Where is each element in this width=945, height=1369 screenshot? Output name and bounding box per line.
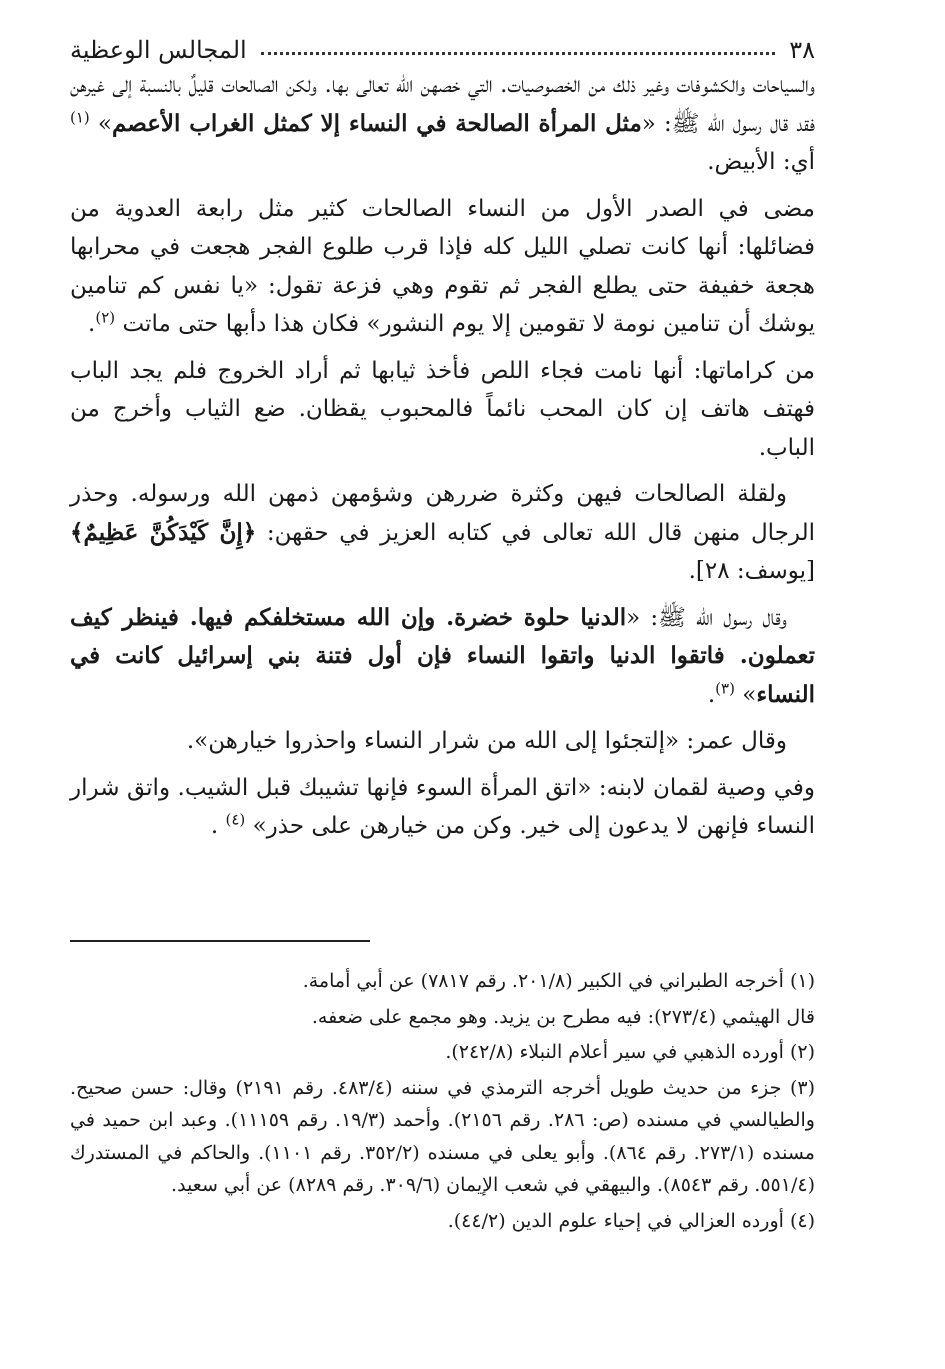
running-title: المجالس الوعظية [70,36,247,64]
paragraph-4 [70,475,815,591]
text: » [734,681,757,708]
paragraph-6 [70,722,815,761]
paragraph-2 [70,190,815,344]
footnote-ref-4[interactable]: (٤) [225,810,246,829]
text: مضى في الصدر الأول من النساء الصالحات كثير مثل رابعة العدوية من فضائلها: أنها كانت تصلي الليل كله فإذا قرب طلوع الفجر هجعت في محرابها هجعة خفيفة حتى يطلع الفجر ثم تقوم وهي فزعة تقول: «يا نفس كم تنامين يوشك أن تنامين نومة لا تقومين إلا يوم النشور» فكان هذا دأبها حتى ماتت [70,195,815,337]
text: [يوسف: ٢٨]. [688,558,815,584]
header-dotted-leader [261,52,776,55]
text: أي: الأبيض. [707,149,815,175]
footnote-separator [70,940,370,942]
paragraph-1 [70,66,815,182]
footnote-1: (١) أخرجه الطبراني في الكبير (٢٠١/٨. رقم ٧٨١٧) عن أبي أمامة. [302,970,815,992]
footnotes [70,965,815,1240]
text: . [707,681,716,708]
footnote-ref-3[interactable]: (٣) [715,678,735,697]
paragraph-3 [70,352,815,468]
footnote-ref-2[interactable]: (٢) [95,308,116,327]
text: والسياحات والكشوفات وغير ذلك من الخصوصيات. التي خصهن الله تعالى بها. ولكن الصالحات قليلٌ بالنسبة إلى غيرهن فقد قال رسول الله ﷺ: « [70,72,815,137]
footnote-2: (٢) أورده الذهبي في سير أعلام النبلاء (٢٤٢/٨). [445,1041,815,1063]
text: من كراماتها: أنها نامت فجاء اللص فأخذ ثيابها ثم أراد الخروج فلم يجد الباب فهتف هاتف إن كان المحب نائماً فالمحبوب يقظان. ضع الثياب وأخرج من الباب. [70,357,815,461]
running-header [70,28,815,64]
quran-verse: ﴿إِنَّ كَيْدَكُنَّ عَظِيمٌ﴾ [70,518,257,546]
footnote-1-note: قال الهيثمي (٢٧٣/٤): فيه مطرح بن يزيد. وهو مجمع على ضعفه. [311,1005,815,1028]
text: . [210,813,226,839]
footnote-ref-1[interactable]: (١) [70,107,90,126]
page-number: ٣٨ [789,36,815,64]
text: وفي وصية لقمان لابنه: «اتق المرأة السوء فإنها تشيبك قبل الشيب. واتق شرار النساء فإنهن لا يدعون إلى خير. وكن من خيارهن على حذر» [70,774,815,839]
main-text [70,66,815,846]
page [70,28,815,854]
text: . [88,311,96,337]
text: وقال رسول الله ﷺ: « [626,604,787,631]
hadith-bold: مثل المرأة الصالحة في النساء إلا كمثل الغراب الأعصم [111,109,642,137]
paragraph-7 [70,769,815,846]
paragraph-5 [70,599,815,715]
footnote-3: (٣) جزء من حديث طويل أخرجه الترمذي في سننه (٤٨٣/٤. رقم ٢١٩١) وقال: حسن صحيح. والطيالسي في مسنده (ص: ٢٨٦. رقم ٢١٥٦). وأحمد (١٩/٣. رقم ١١١٥٩). وعبد ابن حميد في مسنده (٢٧٣/١. رقم ٨٦٤). وأبو يعلى في مسنده (٣٥٢/٢. رقم ١١٠١). والحاكم في المستدرك (٥٥١/٤. رقم ٨٥٤٣). والبيهقي في شعب الإيمان (٣٠٩/٦. رقم ٨٢٨٩) عن أبي سعيد. [70,1076,815,1196]
footnote-4: (٤) أورده العزالي في إحياء علوم الدين (٤٤/٢). [447,1209,815,1232]
text: » [89,110,112,137]
text: ولقلة الصالحات فيهن وكثرة ضررهن وشؤمهن ذمهن الله ورسوله. وحذر الرجال منهن قال الله تعالى في كتابه العزيز في حقهن: [70,481,815,546]
hadith-bold: الدنيا حلوة خضرة. وإن الله مستخلفكم فيها. فينظر كيف تعملون. فاتقوا الدنيا واتقوا النساء فإن أول فتنة بني إسرائيل كانت في النساء [70,603,815,708]
text: وقال عمر: «إلتجئوا إلى الله من شرار النساء واحذروا خيارهن». [186,728,787,754]
